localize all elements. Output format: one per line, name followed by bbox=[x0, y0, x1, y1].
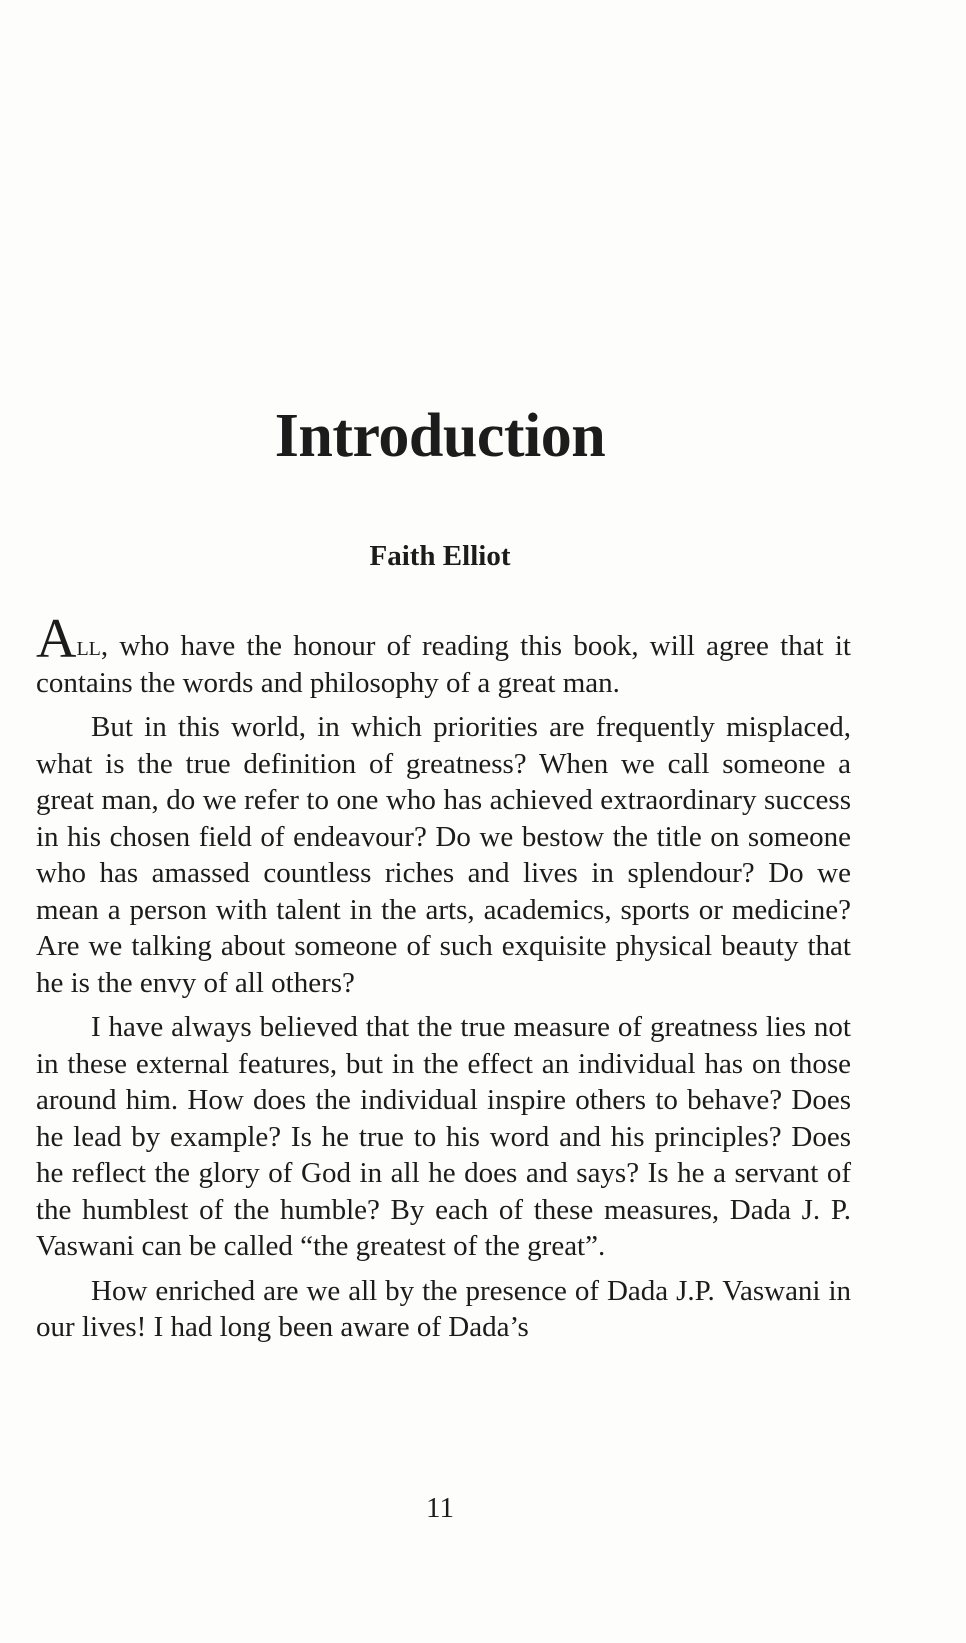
drop-cap: A bbox=[36, 608, 77, 670]
paragraph-1-text: who have the honour of reading this book, will agree that it contains the words and philosophy of a great man. bbox=[36, 630, 851, 699]
small-caps-lead: ll, bbox=[76, 630, 109, 662]
paragraph-3: I have always believed that the true measure of greatness lies not in these external features, but in the effect an individual has on those around him. How does the individual inspire others to behave? Does he lead by example? Is he true to his word and his principles? Does he reflect the glory of God in all he does and says? Is he a servant of the humblest of the humble? By each of these measures, Dada J. P. Vaswani can be called “the greatest of the great”. bbox=[36, 1011, 851, 1262]
paragraph-1 bbox=[36, 608, 851, 701]
page-number: 11 bbox=[426, 1492, 454, 1524]
paragraph-2: But in this world, in which priorities are frequently misplaced, what is the true definition of greatness? When we call someone a great man, do we refer to one who has achieved extraordinary success in his chosen field of endeavour? Do we bestow the title on someone who has amassed countless riches and lives in splendour? Do we mean a person with talent in the arts, academics, sports or medicine? Are we talking about someone of such exquisite physical beauty that he is the envy of all others? bbox=[36, 711, 851, 999]
paragraph-4: How enriched are we all by the presence of Dada J.P. Vaswani in our lives! I had long been aware of Dada’s bbox=[36, 1274, 851, 1343]
chapter-author: Faith Elliot bbox=[369, 540, 511, 572]
chapter-title: Introduction bbox=[274, 402, 606, 470]
body-text bbox=[36, 608, 851, 1354]
